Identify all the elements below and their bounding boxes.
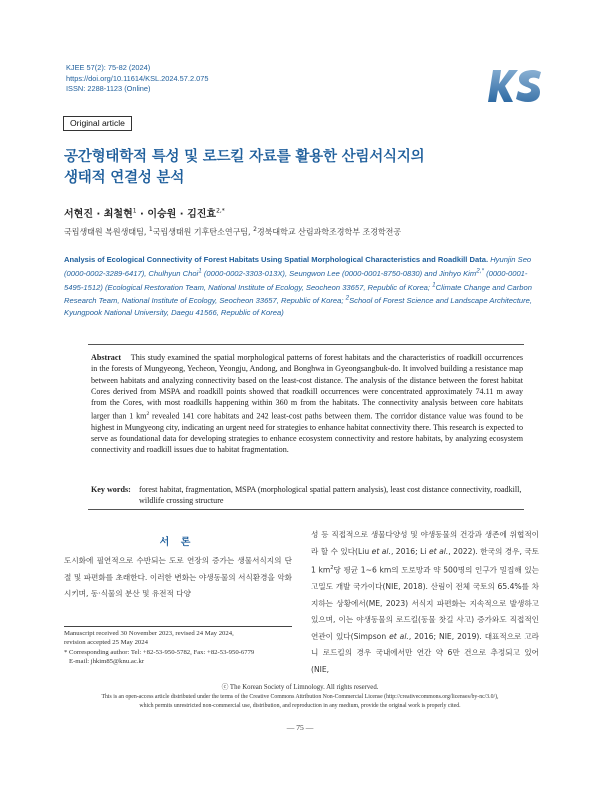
license xyxy=(40,693,560,711)
footnote-received: Manuscript received 30 November 2023, revised 24 May 2024, xyxy=(64,630,234,637)
intro-right-text-5: , 2016; NIE, 2019). 대표적으로 고라니 로드킬의 경우 국내에서만 연간 약 6만 건으로 추정되고 있어(NIE, xyxy=(311,631,539,674)
intro-right-sup: 2 xyxy=(330,565,334,571)
english-affiliations xyxy=(64,283,532,317)
page-number: — 75 — xyxy=(286,723,314,732)
author-2: 최철현 xyxy=(103,209,133,220)
footnote-email[interactable]: E-mail: jhkim85@knu.ac.kr xyxy=(69,657,145,665)
license-line-2: which permits unrestricted non-commercial use, distribution, and reproduction in any medium, provide the original work is properly cited. xyxy=(139,703,461,709)
footnote xyxy=(64,629,304,666)
abstract xyxy=(91,352,523,456)
author-4: 김진효 xyxy=(187,209,217,220)
authors-korean xyxy=(64,205,225,220)
section-heading-introduction: 서 론 xyxy=(159,537,195,548)
affiliations-korean xyxy=(64,226,401,238)
intro-right-text-3: , 2022). 한국의 경우, 국토 1 km xyxy=(311,546,539,575)
author-2-sup: 1 xyxy=(132,207,137,215)
intro-left-column: 도시화에 필연적으로 수반되는 도로 연장의 증가는 생물서식지의 단절 및 파편화를 초래한다. 이러한 변화는 야생동물의 서식환경을 악화시키며, 동·식물의 분산 및 유전적 다양 xyxy=(64,556,292,598)
journal-meta xyxy=(66,63,208,95)
abstract-label: Abstract xyxy=(91,353,122,362)
english-authors-part2: (0000-0002-3303-013X), Seungwon Lee (0000-0001-8750-0830) and Jinhyo Kim xyxy=(201,268,477,278)
english-affil-1: Climate Change and Carbon Research Team, National Institute of Ecology, Seocheon 33657, Republic of Korea; xyxy=(64,282,532,306)
paper-title-korean xyxy=(64,147,504,189)
author-sep: · xyxy=(92,209,104,220)
english-authors-sup2: 2,* xyxy=(476,267,484,275)
et-al-3: et al. xyxy=(389,631,409,641)
author-sep: · xyxy=(176,209,188,220)
english-title: Analysis of Ecological Connectivity of Forest Habitats Using Spatial Morphological Characteristics and Roadkill Data. xyxy=(64,255,489,264)
abstract-text-1: This study examined the spatial morphological patterns of forest habitats and the characteristics of roadkill occurrences in the forests of Mungyeong, Yecheon, Yeongju, Andong, and Bonghwa in Gyeongsangbuk-do. It involved building a resistance map between habitats and analyzing connectivity based on the least-cost distance. The analysis of the distance between the forest habitat Cores derived from MSPA and roadkill points showed that roadkill occurrences were concentrated approximately 74.11 m away from the Cores, with most roadkills happening within 360 m from the habitats. The connectivity analysis between core habitats larger than 1 km xyxy=(91,353,523,421)
english-affil-2: School of Forest Science and Landscape Architecture, Kyungpook National University, Daegu 41566, Republic of Korea) xyxy=(64,296,533,317)
author-1: 서현진 xyxy=(64,209,93,220)
keywords xyxy=(91,484,523,507)
affiliation-2-sup: 2 xyxy=(253,226,257,233)
keywords-label: Key words: xyxy=(91,485,131,494)
english-title-block xyxy=(64,254,538,318)
english-affil-sup1: 1 xyxy=(432,281,436,289)
article-type-label: Original article xyxy=(63,116,132,131)
intro-right-text-4: 당 평균 1~6 km의 도로망과 약 500명의 인구가 밀집해 있는 고밀도 개발 국가이다(NIE, 2018). 산림이 전체 국토의 65.4%를 차지하는 상황에서(ME, 2023) 서식지 파편화는 지속적으로 발생하고 있으며, 이는 야생동물의 로드킬(동물 찻길 사고) 증가와도 직접적인 연관이 있다(Simpson xyxy=(311,565,539,641)
et-al-1: et al. xyxy=(371,546,391,556)
abstract-top-rule xyxy=(88,344,524,345)
footnote-corresponding: * Corresponding author: Tel: +82-53-950-5782, Fax: +82-53-950-6779 xyxy=(64,648,255,656)
journal-citation: KJEE 57(2): 75-82 (2024) xyxy=(66,63,151,72)
license-line-1: This is an open-access article distributed under the terms of the Creative Commons Attribution Non-Commercial License (http://creativecommons.org/licenses/by-nc/3.0/), xyxy=(101,694,499,700)
title-line-2: 생태적 연결성 분석 xyxy=(64,170,185,186)
copyright: ⓒ The Korean Society of Limnology. All rights reserved. xyxy=(221,684,379,691)
abstract-text-2: revealed 141 core habitats and 242 least-cost paths between them. The corridor distance value was found to be highest in Mungyeong city, indicating an urgent need for strategies to enhance habitat connectivity there. This research is expected to serve as foundational data for developing strategies to enhance ecosystem connectivity and restore habitats, by analyzing ecosystem connectivity and roadkill issues due to habitat fragmentation. xyxy=(91,411,523,455)
author-sep: · xyxy=(136,209,148,220)
doi-link[interactable]: https://doi.org/10.11614/KSL.2024.57.2.075 xyxy=(66,73,209,83)
intro-right-text-2: , 2016; Li xyxy=(390,546,429,556)
intro-right-column xyxy=(311,527,539,678)
ksl-logo xyxy=(487,64,543,106)
abstract-sup: 2 xyxy=(146,410,150,417)
author-3: 이승원 xyxy=(147,209,177,220)
affiliation-1: 국립생태원 기후탄소연구팀, xyxy=(152,227,254,237)
affiliation-0: 국립생태원 복원생태팀, xyxy=(64,227,149,237)
author-4-sup: 2,* xyxy=(216,207,225,215)
english-authors-sup1: 1 xyxy=(198,267,202,275)
affiliation-2: 경북대학교 산림과학조경학부 조경학전공 xyxy=(256,227,402,237)
issn: ISSN: 2288-1123 (Online) xyxy=(66,84,151,93)
title-line-1: 공간형태학적 특성 및 로드킬 자료를 활용한 산림서식지의 xyxy=(64,149,425,165)
english-affil-main: (Ecological Restoration Team, National Institute of Ecology, Seocheon 33657, Republic of Korea; xyxy=(104,282,433,292)
english-authors-part1: Hyunjin Seo (0000-0002-3289-6417), Chulhyun Choi xyxy=(64,255,532,278)
footnote-rule xyxy=(64,626,292,627)
footnote-accepted: revision accepted 25 May 2024 xyxy=(64,639,148,647)
et-al-2: et al. xyxy=(428,546,449,556)
english-affil-sup2: 2 xyxy=(345,294,350,302)
intro-right-text-1: 성 등 직접적으로 생물다양성 및 야생동물의 건강과 생존에 위협적이라 할 수 있다(Liu xyxy=(311,530,539,556)
affiliation-1-sup: 1 xyxy=(148,226,153,233)
abstract-bottom-rule xyxy=(88,509,524,510)
keywords-text: forest habitat, fragmentation, MSPA (morphological spatial pattern analysis), least cost distance connectivity, roadkill, wildlife crossing structure xyxy=(139,485,522,506)
english-authors-part3: (0000-0001-5495-1512) xyxy=(64,268,528,292)
